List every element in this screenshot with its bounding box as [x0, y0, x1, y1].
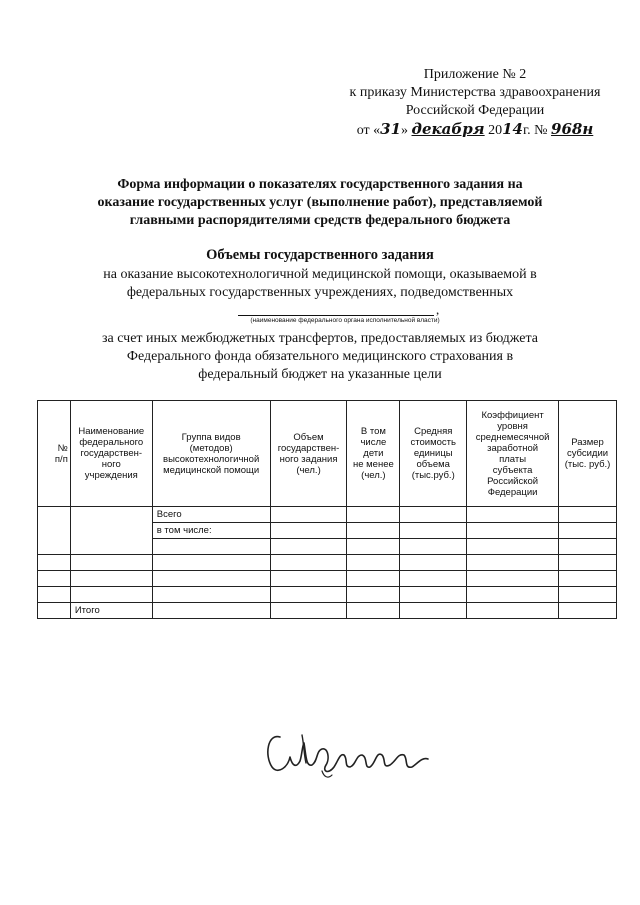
form-title-line: главными распорядителями средств федерального бюджета — [129, 213, 511, 228]
table-cell — [400, 539, 467, 555]
row-label-total: Всего — [152, 507, 270, 523]
table-cell — [270, 587, 347, 603]
header-line: государствен- — [80, 448, 143, 459]
header-line: ного — [101, 459, 121, 470]
form-title-line: Форма информации о показателях государственного задания на — [117, 177, 523, 192]
table-cell — [347, 571, 400, 587]
section-subtitle: Объемы государственного задания — [206, 247, 434, 263]
table-cell — [152, 603, 270, 619]
table-cell — [70, 571, 152, 587]
header-line: п/п — [54, 453, 68, 465]
description-line: на оказание высокотехнологичной медицинской помощи, оказываемой в — [103, 267, 537, 282]
date-year-prefix: 20 — [484, 123, 503, 138]
table-cell — [70, 587, 152, 603]
table-row-total — [38, 603, 617, 619]
table-header-row — [38, 401, 617, 507]
appendix-date-line — [330, 120, 620, 140]
header-line: № — [57, 442, 68, 454]
table-cell — [467, 507, 559, 523]
date-prefix: от « — [356, 123, 381, 138]
table-cell — [270, 555, 347, 571]
table-cell — [467, 571, 559, 587]
header-line: (методов) — [189, 442, 233, 454]
appendix-order-ref: к приказу Министерства здравоохранения — [349, 85, 601, 100]
authority-blank-field — [238, 310, 434, 316]
header-line: (чел.) — [296, 464, 321, 476]
header-line: платы — [499, 453, 527, 465]
header-line: среднемесячной — [475, 431, 550, 443]
date-day: 31 — [380, 120, 402, 138]
section-description — [70, 266, 570, 302]
funding-line: Федерального фонда обязательного медицинского страхования в — [126, 349, 514, 364]
table-cell — [152, 587, 270, 603]
header-line: высокотехнологичной — [163, 453, 260, 465]
appendix-ministry: Российской Федерации — [405, 103, 545, 118]
date-mid: » — [401, 123, 412, 138]
table-cell — [152, 571, 270, 587]
header-coefficient — [467, 401, 559, 507]
table-cell — [152, 539, 270, 555]
table-cell — [70, 507, 152, 555]
table-cell — [467, 523, 559, 539]
table-row — [38, 587, 617, 603]
header-line: Средняя — [414, 426, 453, 437]
header-line: (тыс. руб.) — [564, 459, 611, 470]
table-cell — [270, 539, 347, 555]
form-title — [60, 176, 580, 230]
table-cell — [38, 587, 71, 603]
table-cell — [38, 603, 71, 619]
header-num — [38, 401, 71, 507]
appendix-title: Приложение № 2 — [423, 67, 527, 82]
description-line: федеральных государственных учреждениях, подведомственных — [126, 285, 514, 300]
handwritten-signature — [258, 715, 438, 785]
authority-blank-caption: (наименование федерального органа исполнительной власти) — [250, 317, 440, 324]
table-cell — [70, 555, 152, 571]
row-label-including: в том числе: — [152, 523, 270, 539]
table-cell — [559, 571, 617, 587]
table-cell — [559, 539, 617, 555]
header-line: ного задания — [279, 453, 338, 465]
table-cell — [347, 507, 400, 523]
table-cell — [559, 523, 617, 539]
table-cell — [38, 507, 71, 555]
table-cell — [467, 555, 559, 571]
table-cell — [270, 571, 347, 587]
header-line: не менее — [352, 459, 394, 470]
table-cell — [400, 571, 467, 587]
table-cell — [270, 523, 347, 539]
header-line: Российской — [487, 475, 539, 487]
table-cell — [347, 539, 400, 555]
header-group — [152, 401, 270, 507]
row-label-grand-total: Итого — [70, 603, 152, 619]
header-line: субсидии — [566, 448, 609, 459]
header-volume — [270, 401, 347, 507]
header-line: государствен- — [277, 442, 340, 454]
table-cell — [559, 507, 617, 523]
header-line: учреждения — [84, 470, 138, 481]
date-month: декабря — [411, 120, 485, 138]
table-cell — [270, 603, 347, 619]
header-institution — [70, 401, 152, 507]
table-cell — [347, 555, 400, 571]
table-cell — [467, 587, 559, 603]
header-line: Наименование — [78, 426, 145, 437]
table-cell — [559, 555, 617, 571]
header-line: уровня — [497, 420, 528, 432]
header-children — [347, 401, 400, 507]
table-row — [38, 555, 617, 571]
table-cell — [400, 523, 467, 539]
header-line: Размер — [571, 437, 604, 448]
header-avg-cost — [400, 401, 467, 507]
table-cell — [347, 603, 400, 619]
table-cell — [400, 587, 467, 603]
header-line: Группа видов — [181, 431, 241, 443]
header-line: Коэффициент — [481, 409, 544, 421]
header-line: Объем — [293, 431, 324, 443]
table-cell — [38, 571, 71, 587]
table-cell — [559, 587, 617, 603]
appendix-block — [330, 66, 620, 140]
table-row — [38, 571, 617, 587]
header-line: дети — [363, 448, 384, 459]
table-cell — [270, 507, 347, 523]
header-line: Федерации — [487, 486, 538, 498]
form-title-line: оказание государственных услуг (выполнение работ), представляемой — [97, 195, 543, 210]
header-line: (чел.) — [361, 470, 386, 481]
order-number: 968н — [551, 120, 594, 138]
table-cell — [38, 555, 71, 571]
funding-line: федеральный бюджет на указанные цели — [198, 367, 442, 382]
header-line: единицы — [413, 448, 453, 459]
funding-line: за счет иных межбюджетных трансфертов, предоставляемых из бюджета — [101, 331, 538, 346]
header-line: субъекта — [492, 464, 533, 476]
table-cell — [347, 523, 400, 539]
header-line: (тыс.руб.) — [411, 470, 455, 481]
table-row — [38, 507, 617, 523]
blank-comma: , — [436, 302, 440, 317]
volumes-table — [37, 400, 617, 619]
table-cell — [467, 603, 559, 619]
date-year-end: г. № — [523, 123, 552, 138]
header-subsidy — [559, 401, 617, 507]
table-cell — [559, 603, 617, 619]
header-line: числе — [360, 437, 387, 448]
table-cell — [400, 603, 467, 619]
table-cell — [467, 539, 559, 555]
table-cell — [400, 555, 467, 571]
header-line: объема — [416, 459, 450, 470]
funding-description — [70, 330, 570, 384]
date-year-suffix: 14 — [502, 120, 523, 138]
table-cell — [152, 555, 270, 571]
table-cell — [347, 587, 400, 603]
header-line: заработной — [487, 442, 539, 454]
header-line: стоимость — [410, 437, 456, 448]
header-line: В том — [360, 426, 386, 437]
header-line: федерального — [79, 437, 144, 448]
table-cell — [400, 507, 467, 523]
header-line: медицинской помощи — [163, 464, 260, 476]
